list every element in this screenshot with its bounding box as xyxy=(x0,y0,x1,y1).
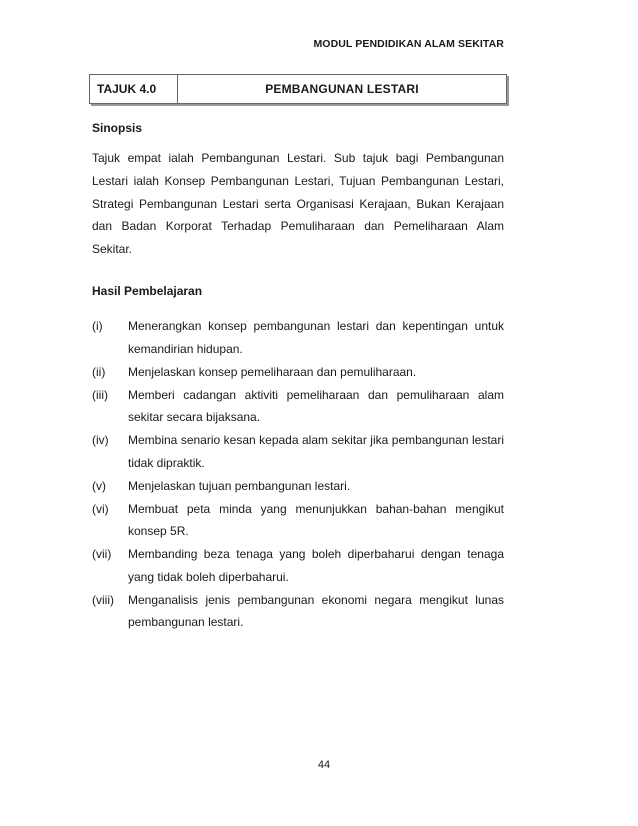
outcome-number: (ii) xyxy=(92,364,106,379)
outcome-number: (i) xyxy=(92,319,103,333)
outcome-text: Membuat peta minda yang menunjukkan bahan-bahan mengikut konsep 5R. xyxy=(128,501,504,538)
list-item xyxy=(92,543,504,588)
synopsis-heading: Sinopsis xyxy=(92,121,143,135)
outcome-text: Memberi cadangan aktiviti pemeliharaan dan pemuliharaan alam sekitar secara bijaksana. xyxy=(128,387,504,424)
outcome-text: Menerangkan konsep pembangunan lestari dan kepentingan untuk kemandirian hidupan. xyxy=(128,319,504,356)
outcome-number: (iii) xyxy=(92,387,108,402)
outcome-text: Membanding beza tenaga yang boleh diperbaharui dengan tenaga yang tidak boleh diperbaharui. xyxy=(128,547,504,584)
topic-code: TAJUK 4.0 xyxy=(90,75,178,103)
list-item xyxy=(92,429,504,474)
synopsis-paragraph: Tajuk empat ialah Pembangunan Lestari. Sub tajuk bagi Pembangunan Lestari ialah Konsep Pembangunan Lestari, Tujuan Pembangunan Lestari, Strategi Pembangunan Lestari serta Organisasi Kerajaan, Bukan Kerajaan dan Badan Korporat Terhadap Pemuliharaan dan Pemeliharaan Alam Sekitar. xyxy=(92,151,504,257)
module-header: MODUL PENDIDIKAN ALAM SEKITAR xyxy=(313,38,504,50)
list-item xyxy=(92,589,504,634)
list-item xyxy=(92,361,504,384)
topic-title-box xyxy=(89,74,507,104)
outcome-text: Membina senario kesan kepada alam sekitar jika pembangunan lestari tidak dipraktik. xyxy=(128,433,504,470)
list-item xyxy=(92,384,504,429)
learning-outcomes-heading: Hasil Pembelajaran xyxy=(92,284,203,298)
outcome-text: Menjelaskan konsep pemeliharaan dan pemuliharaan. xyxy=(128,364,417,379)
outcome-text: Menganalisis jenis pembangunan ekonomi negara mengikut lunas pembangunan lestari. xyxy=(128,592,504,629)
outcome-number: (iv) xyxy=(92,433,109,447)
list-item xyxy=(92,315,504,360)
outcome-text: Menjelaskan tujuan pembangunan lestari. xyxy=(128,478,351,493)
learning-outcomes-list xyxy=(92,315,504,634)
list-item xyxy=(92,475,504,498)
outcome-number: (viii) xyxy=(92,592,114,607)
outcome-number: (vii) xyxy=(92,547,112,561)
topic-title: PEMBANGUNAN LESTARI xyxy=(265,82,419,96)
list-item xyxy=(92,498,504,543)
outcome-number: (vi) xyxy=(92,501,109,516)
page-number: 44 xyxy=(317,759,331,771)
outcome-number: (v) xyxy=(92,478,106,493)
